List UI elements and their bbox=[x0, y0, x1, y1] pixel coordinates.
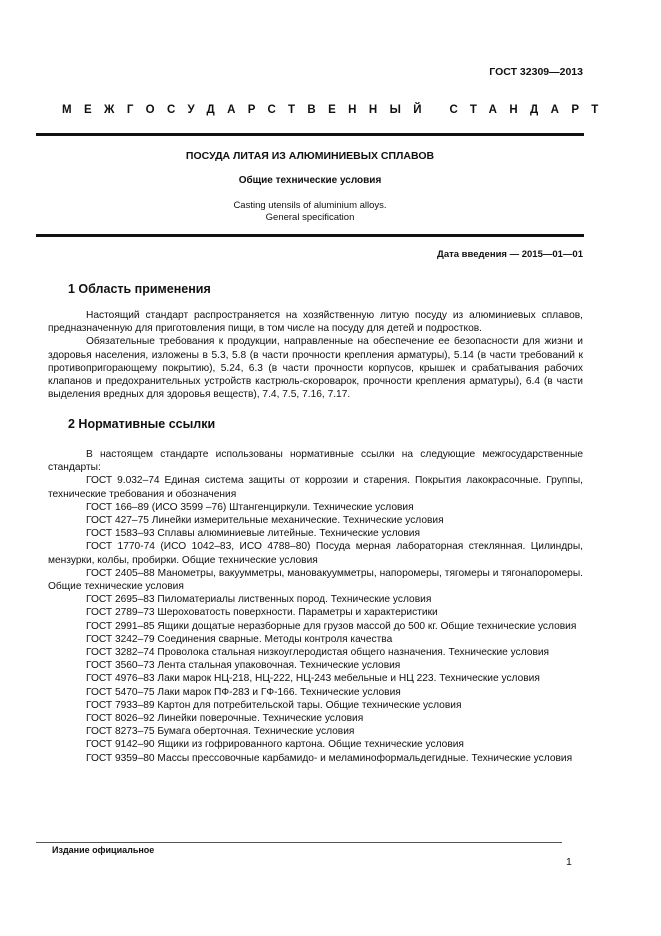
reference-item: ГОСТ 5470–75 Лаки марок ПФ-283 и ГФ-166. Технические условия bbox=[86, 686, 401, 698]
reference-item: ГОСТ 427–75 Линейки измерительные механические. Технические условия bbox=[86, 515, 444, 527]
reference-item: ГОСТ 8273–75 Бумага оберточная. Технические условия bbox=[86, 726, 355, 738]
reference-item: ГОСТ 1770-74 (ИСО 1042–83, ИСО 4788–80) Посуда мерная лабораторная стеклянная. Цилиндры, мензурки, колбы, пробирки. Общие технические условия bbox=[48, 541, 583, 566]
document-title: ПОСУДА ЛИТАЯ ИЗ АЛЮМИНИЕВЫХ СПЛАВОВ bbox=[185, 150, 435, 162]
document-subtitle: Общие технические условия bbox=[238, 175, 382, 186]
section-2-heading: 2 Нормативные ссылки bbox=[68, 417, 216, 431]
reference-item: ГОСТ 2695–83 Пиломатериалы лиственных пород. Технические условия bbox=[86, 594, 432, 606]
interstate-standard-banner: МЕЖГОСУДАРСТВЕННЫЙ СТАНДАРТ bbox=[62, 104, 611, 116]
reference-item: ГОСТ 2789–73 Шероховатость поверхности. Параметры и характеристики bbox=[86, 607, 438, 619]
document-code: ГОСТ 32309—2013 bbox=[489, 66, 583, 78]
section-2-body bbox=[48, 448, 583, 765]
reference-item: ГОСТ 2405–88 Манометры, вакуумметры, мановакуумметры, напоромеры, тягомеры и тягонапоромеры. Общие технические условия bbox=[48, 567, 583, 593]
reference-item: ГОСТ 7933–89 Картон для потребительской тары. Общие технические условия bbox=[86, 699, 462, 711]
top-divider bbox=[36, 133, 584, 136]
reference-item: ГОСТ 9142–90 Ящики из гофрированного картона. Общие технические условия bbox=[86, 739, 464, 751]
footer-divider bbox=[36, 842, 562, 843]
references-intro: В настоящем стандарте использованы нормативные ссылки на следующие межгосударственные стандарты: bbox=[48, 449, 583, 474]
section-1-heading: 1 Область применения bbox=[68, 282, 211, 296]
title-divider bbox=[36, 234, 584, 237]
reference-item: ГОСТ 166–89 (ИСО 3599 –76) Штангенциркули. Технические условия bbox=[86, 501, 414, 513]
reference-item: ГОСТ 4976–83 Лаки марок НЦ-218, НЦ-222, НЦ-243 мебельные и НЦ 223. Технические условия bbox=[86, 673, 540, 685]
reference-item: ГОСТ 9359–80 Массы прессовочные карбамидо- и меламиноформальдегидные. Технические условия bbox=[86, 752, 573, 764]
reference-item: ГОСТ 9.032–74 Единая система защиты от коррозии и старения. Покрытия лакокрасочные. Группы, технические требования и обозначения bbox=[48, 475, 583, 500]
paragraph: Настоящий стандарт распространяется на хозяйственную литую посуду из алюминиевых сплавов, предназначенную для приготовления пищи, в том числе на посуду для детей и подростков. bbox=[48, 310, 583, 335]
official-edition-note: Издание официальное bbox=[52, 845, 155, 855]
english-title-line1: Casting utensils of aluminium alloys. bbox=[233, 200, 387, 211]
reference-item: ГОСТ 2991–85 Ящики дощатые неразборные для грузов массой до 500 кг. Общие технические условия bbox=[86, 620, 577, 632]
page-number: 1 bbox=[566, 856, 572, 868]
reference-item: ГОСТ 8026–92 Линейки поверочные. Технические условия bbox=[86, 713, 364, 725]
reference-item: ГОСТ 1583–93 Сплавы алюминиевые литейные. Технические условия bbox=[86, 528, 420, 540]
reference-item: ГОСТ 3282–74 Проволока стальная низкоуглеродистая общего назначения. Технические условия bbox=[86, 647, 550, 659]
english-title-line2: General specification bbox=[265, 212, 355, 223]
paragraph: Обязательные требования к продукции, направленные на обеспечение ее безопасности для жизни и здоровья населения, изложены в 5.3, 5.8 (в части прочности крепления арматуры), 5.14 (в части требований к противопригорающему покрытию), 5.24, 6.3 (в части прочности корпусов, крышек и срабатывания рабочих клапанов и предохранительных устройств кастрюль-скороварок, прочности крепления арматуры), 6.4 (в части выделения вредных для здоровья веществ), 7.4, 7.5, 7.16, 7.17. bbox=[48, 336, 583, 401]
reference-item: ГОСТ 3560–73 Лента стальная упаковочная. Технические условия bbox=[86, 660, 401, 672]
introduction-date: Дата введения — 2015—01—01 bbox=[437, 249, 583, 260]
reference-item: ГОСТ 3242–79 Соединения сварные. Методы контроля качества bbox=[86, 633, 393, 645]
section-1-body bbox=[48, 309, 583, 401]
english-title bbox=[36, 200, 584, 224]
